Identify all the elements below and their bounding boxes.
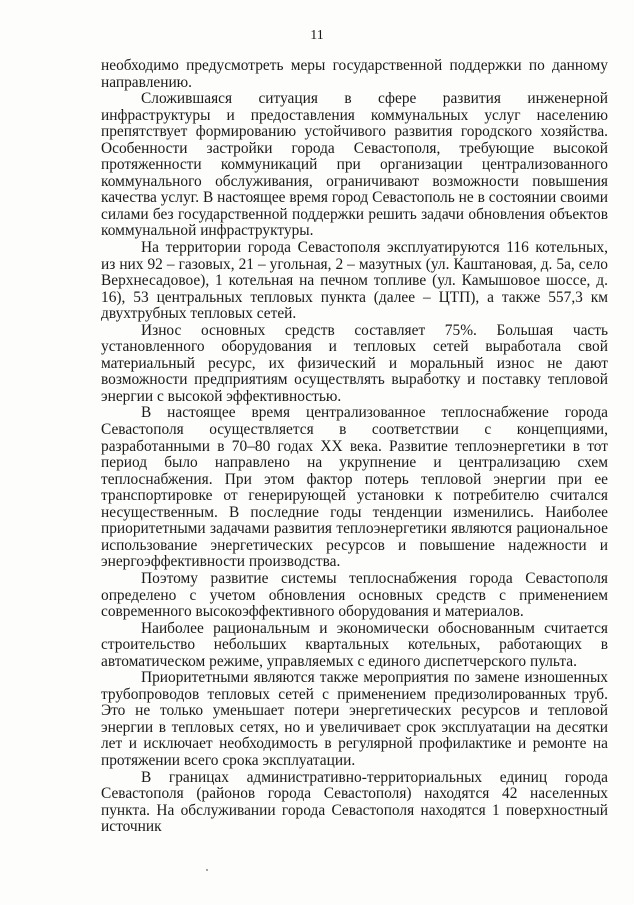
paragraph-7: Наиболее рациональным и экономически обоснованным считается строительство небольших квартальных котельных, работающих в автоматическом режиме, управляемых с единого диспетчерского пульта. <box>101 619 608 670</box>
paragraph-9: В границах административно-территориальных единиц города Севастополя (районов города Севастополя) находятся 42 населенных пункта. На обслуживании города Севастополя находятся 1 поверхностный источник <box>101 768 608 836</box>
paragraph-6: Поэтому развитие системы теплоснабжения города Севастополя определено с учетом обновления основных средств с применением современного высокоэффективного оборудования и материалов. <box>101 569 608 621</box>
page-number: 11 <box>310 28 324 43</box>
paragraph-1: необходимо предусмотреть меры государственной поддержки по данному направлению. <box>101 57 608 91</box>
paragraph-4: Износ основных средств составляет 75%. Большая часть установленного оборудования и тепловых сетей выработала свой материальный ресурс, их физический и моральный износ не дают возможности предприятиям осуществлять выработку и поставку тепловой энергии с высокой эффективностью. <box>101 321 608 405</box>
paragraph-3: На территории города Севастополя эксплуатируются 116 котельных, из них 92 – газовых, 21 – угольная, 2 – мазутных (ул. Каштановая, д. 5а, село Верхнесадовое), 1 котельная на печном топливе (ул. Камышовое шоссе, д. 16), 53 центральных тепловых пункта (далее – ЦТП), а также 557,3 км двухтрубных тепловых сетей. <box>101 239 608 323</box>
page-body <box>101 58 608 836</box>
scan-speck <box>206 869 208 871</box>
paragraph-2: Сложившаяся ситуация в сфере развития инженерной инфраструктуры и предоставления коммунальных услуг населению препятствует формированию устойчивого развития городского хозяйства. Особенности застройки города Севастополя, требующие высокой протяженности коммуникаций при организации централизованного коммунального обслуживания, ограничивают возможности повышения качества услуг. В настоящее время город Севастополь не в состоянии своими силами без государственной поддержки решить задачи обновления объектов коммунальной инфраструктуры. <box>101 90 608 240</box>
paragraph-5: В настоящее время централизованное теплоснабжение города Севастополя осуществляется в соответствии с концепциями, разработанными в 70–80 годах XX века. Развитие теплоэнергетики в тот период было направлено на укрупнение и централизацию схем теплоснабжения. При этом фактор потерь тепловой энергии при ее транспортировке от генерирующей установки к потребителю считался несущественным. В последние годы тенденции изменились. Наиболее приоритетными задачами развития теплоэнергетики являются рациональное использование энергетических ресурсов и повышение надежности и энергоэффективности производства. <box>101 404 608 571</box>
paragraph-8: Приоритетными являются также мероприятия по замене изношенных трубопроводов тепловых сетей с применением предизолированных труб. Это не только уменьшает потери энергетических ресурсов и тепловой энергии в тепловых сетях, но и увеличивает срок эксплуатации на десятки лет и исключает необходимость в регулярной профилактике и ремонте на протяжении всего срока эксплуатации. <box>101 669 608 769</box>
